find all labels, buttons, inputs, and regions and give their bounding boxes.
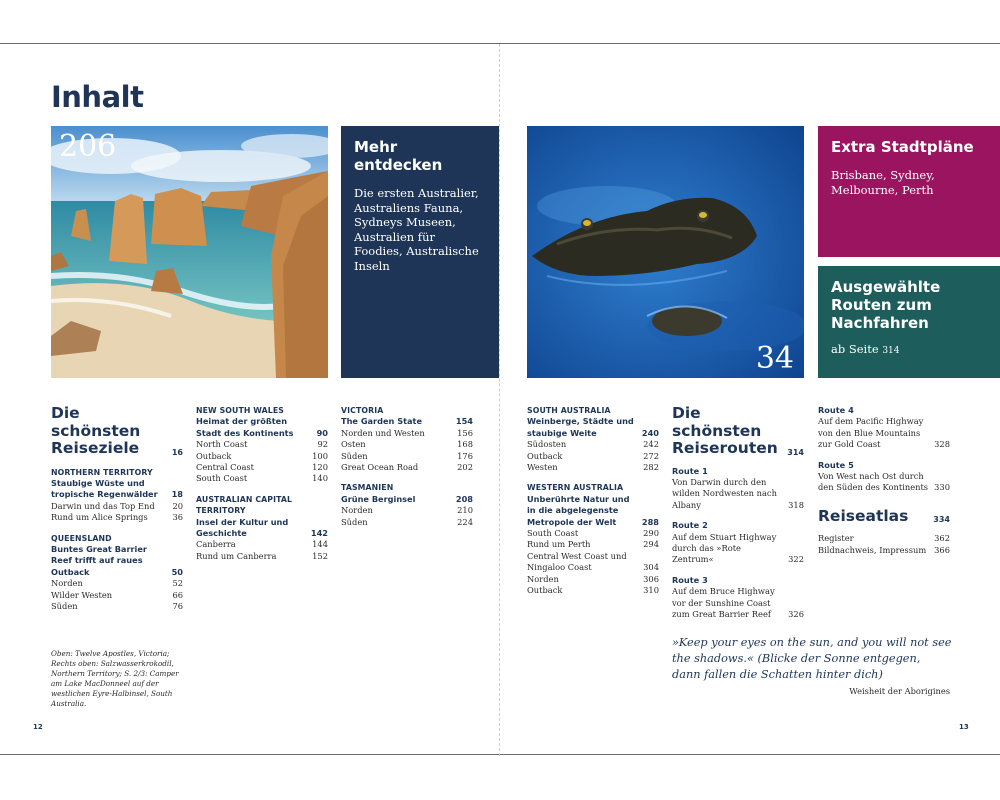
quote-source: Weisheit der Aborigines	[849, 686, 950, 696]
toc-entry[interactable]: Great Ocean Road 202	[341, 462, 473, 473]
photo-page-number: 34	[755, 341, 794, 376]
toc-column-1	[51, 405, 183, 612]
toc-entry[interactable]: Die schönsten Reiserouten 314	[672, 404, 804, 457]
stadtplaene-title: Extra Stadtpläne	[831, 138, 974, 156]
toc-entry[interactable]: Reiseatlas 334	[818, 506, 950, 525]
toc-entry[interactable]: South Coast 290	[527, 528, 659, 539]
region-heading: SOUTH AUSTRALIA	[527, 406, 611, 415]
toc-entry[interactable]: Norden 52	[51, 578, 183, 589]
region-heading: TASMANIEN	[341, 483, 394, 493]
toc-entry[interactable]: Rund um Alice Springs 36	[51, 512, 183, 523]
toc-entry[interactable]: Auf dem Stuart Highway durch das »Rote Zentrum« 322	[672, 531, 804, 565]
toc-entry[interactable]: Südosten 242	[527, 439, 659, 450]
toc-entry[interactable]: Osten 168	[341, 439, 473, 450]
toc-entry[interactable]: Wilder Westen 66	[51, 589, 183, 600]
routen-text: ab Seite 314	[831, 342, 900, 356]
toc-entry[interactable]: Outback 310	[527, 585, 659, 596]
twelve-apostles-photo	[51, 126, 328, 378]
toc-entry[interactable]: Auf dem Pacific Highway von den Blue Mountains zur Gold Coast 328	[818, 416, 950, 450]
toc-entry[interactable]: Staubige Wüste und tropische Regenwälder 18	[51, 477, 183, 500]
photo-page-number: 206	[59, 129, 117, 164]
gutter-line	[499, 44, 500, 756]
toc-column-6	[818, 405, 950, 556]
region-heading: WESTERN AUSTRALIA	[527, 483, 624, 493]
page-title: Inhalt	[51, 80, 144, 114]
toc-entry[interactable]: Auf dem Bruce Highway vor der Sunshine Coast zum Great Barrier Reef 326	[672, 586, 804, 619]
crocodile-photo	[527, 126, 804, 378]
toc-entry[interactable]: Rund um Perth 294	[527, 539, 659, 550]
toc-entry[interactable]: Buntes Great Barrier Reef trifft auf raues Outback 50	[51, 543, 183, 577]
toc-entry[interactable]: Rund um Canberra 152	[196, 550, 328, 561]
toc-entry[interactable]: Unberührte Natur und in die abgelegenste Metropole der Welt 288	[527, 493, 659, 527]
stadtplaene-box	[818, 126, 1000, 257]
route-heading: Route 3	[672, 574, 708, 585]
toc-entry[interactable]: Süden 224	[341, 516, 473, 527]
region-heading: NEW SOUTH WALES	[196, 406, 284, 415]
toc-entry[interactable]: Heimat der größten Stadt des Kontinents 90	[196, 416, 328, 438]
toc-entry[interactable]: Weinberge, Städte und staubige Weite 240	[527, 416, 659, 438]
route-heading: Route 5	[818, 459, 854, 470]
toc-entry[interactable]: Von Darwin durch den wilden Nordwesten nach Albany 318	[672, 476, 804, 510]
stadtplaene-text: Brisbane, Sydney, Melbourne, Perth	[831, 168, 935, 197]
toc-entry[interactable]: Norden 306	[527, 573, 659, 584]
toc-entry[interactable]: South Coast 140	[196, 473, 328, 484]
routen-title: Ausgewählte Routen zum Nachfahren	[831, 278, 941, 332]
routen-box	[818, 266, 1000, 378]
toc-entry[interactable]: Westen 282	[527, 462, 659, 473]
route-heading: Route 4	[818, 405, 854, 415]
toc-column-5	[672, 405, 804, 620]
route-heading: Route 1	[672, 465, 708, 476]
toc-entry[interactable]: North Coast 92	[196, 439, 328, 450]
mehr-entdecken-text: Die ersten Australier, Australiens Fauna, Sydneys Museen, Australien für Foodies, Australische Inseln	[354, 186, 479, 273]
region-heading: NORTHERN TERRITORY	[51, 467, 153, 477]
toc-entry[interactable]: The Garden State 154	[341, 416, 473, 427]
toc-entry[interactable]: Outback 272	[527, 450, 659, 461]
routen-page: 314	[882, 346, 900, 356]
toc-entry[interactable]: Grüne Berginsel 208	[341, 493, 473, 504]
toc-column-2	[196, 405, 328, 562]
toc-entry[interactable]: Central Coast 120	[196, 462, 328, 473]
photo-caption: Oben: Twelve Apostles, Victoria; Rechts oben: Salzwasserkrokodil, Northern Territory; S. 2/3: Camper am Lake MacDonneel auf der westlichen Eyre-Halbinsel, South Australia.	[51, 649, 179, 708]
toc-entry[interactable]: Register 362	[818, 533, 950, 544]
toc-entry[interactable]: Bildnachweis, Impressum 366	[818, 544, 950, 555]
region-heading: QUEENSLAND	[51, 533, 112, 543]
toc-entry[interactable]: Süden 76	[51, 600, 183, 611]
toc-entry[interactable]: Die schönsten Reiseziele 16	[51, 404, 183, 457]
toc-entry[interactable]: Canberra 144	[196, 539, 328, 550]
toc-entry[interactable]: Norden 210	[341, 505, 473, 516]
toc-entry[interactable]: Von West nach Ost durch den Süden des Kontinents 330	[818, 471, 950, 493]
toc-entry[interactable]: Central West Coast und Ningaloo Coast 304	[527, 550, 659, 573]
toc-entry[interactable]: Insel der Kultur und Geschichte 142	[196, 516, 328, 539]
quote-text: »Keep your eyes on the sun, and you will not see the shadows.« (Blicke der Sonne entgegen, dann fallen die Schatten hinter dich)	[672, 636, 952, 681]
book-spread	[0, 43, 1000, 755]
region-heading: AUSTRALIAN CAPITAL TERRITORY	[196, 494, 293, 516]
toc-entry[interactable]: Darwin und das Top End 20	[51, 500, 183, 511]
region-heading: VICTORIA	[341, 406, 384, 415]
toc-entry[interactable]: Outback 100	[196, 450, 328, 461]
toc-entry[interactable]: Norden und Westen 156	[341, 427, 473, 438]
toc-entry[interactable]: Süden 176	[341, 450, 473, 461]
page-number-right: 13	[959, 723, 969, 731]
mehr-entdecken-box	[341, 126, 499, 378]
page-number-left: 12	[33, 723, 43, 731]
mehr-entdecken-title: Mehr entdecken	[354, 138, 443, 174]
toc-column-3	[341, 405, 473, 528]
toc-column-4	[527, 405, 659, 597]
route-heading: Route 2	[672, 520, 708, 531]
